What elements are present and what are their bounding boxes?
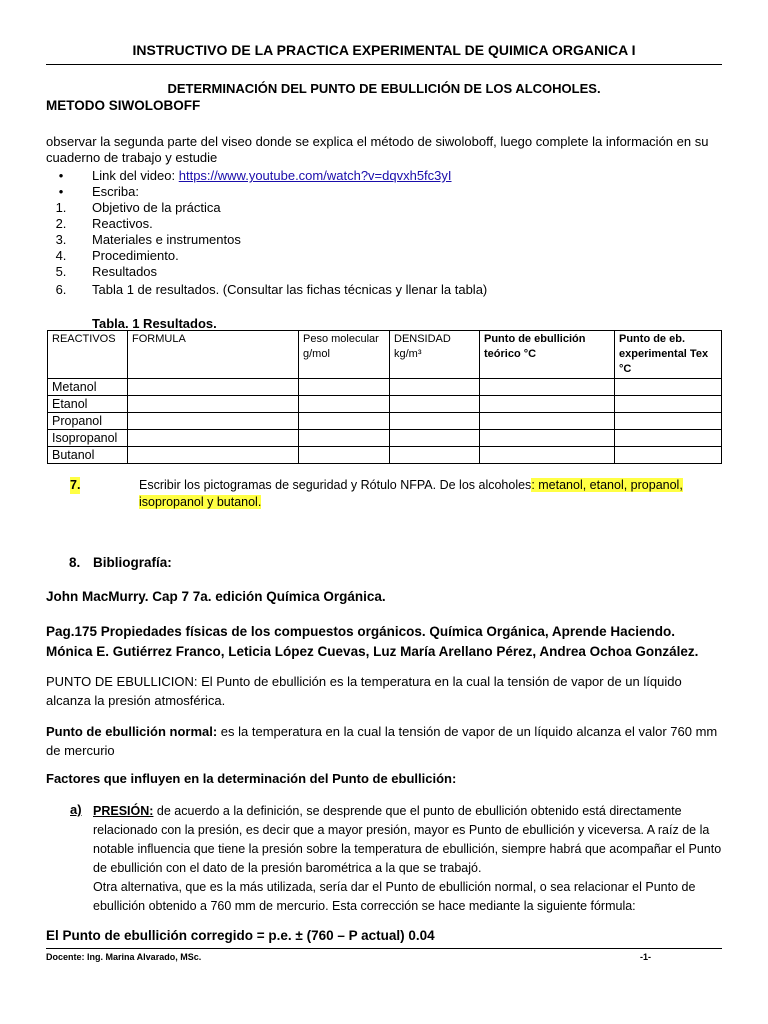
factors-heading: Factores que influyen en la determinación del Punto de ebullición: — [46, 771, 457, 786]
link-label: Link del video: — [92, 168, 179, 183]
bibliography-heading — [69, 555, 172, 570]
factor-a-label: PRESIÓN: — [93, 804, 154, 818]
table-cell — [615, 430, 722, 447]
table-cell — [615, 413, 722, 430]
table-cell — [615, 379, 722, 396]
table-cell — [128, 447, 299, 464]
table-cell — [390, 379, 480, 396]
table-cell — [615, 396, 722, 413]
table-row — [48, 413, 722, 430]
list-item-label: Reactivos. — [92, 216, 153, 231]
header-title: INSTRUCTIVO DE LA PRACTICA EXPERIMENTAL DE QUIMICA ORGANICA I — [132, 42, 636, 58]
table-header-cell: DENSIDAD kg/m³ — [390, 331, 480, 379]
table-cell — [480, 413, 615, 430]
table-cell — [390, 430, 480, 447]
list-item-label: Objetivo de la práctica — [92, 200, 221, 215]
table-header-cell: Peso molecular g/mol — [299, 331, 390, 379]
list-item-label: Procedimiento. — [92, 248, 179, 263]
table-header-cell: Punto de ebullición teórico °C — [480, 331, 615, 379]
table-row — [48, 447, 722, 464]
header-divider — [46, 64, 722, 65]
table-cell — [390, 396, 480, 413]
reference-2: Pag.175 Propiedades físicas de los compuestos orgánicos. Química Orgánica, Aprende Haciendo. Mónica E. Gutiérrez Franco, Leticia López Cuevas, Luz María Arellano Pérez, Andrea Ochoa González. — [46, 624, 699, 659]
item-7-highlight: : metanol, etanol, propanol, isopropanol y butanol. — [139, 478, 683, 509]
list-item-label: Resultados — [92, 264, 158, 279]
table-cell — [299, 379, 390, 396]
table-cell — [480, 396, 615, 413]
factor-a-text-2: Otra alternativa, que es la más utilizada, sería dar el Punto de ebullición normal, o sea relacionar el Punto de ebullición obtenido a 760 mm de mercurio. Esta corrección se hace mediante la siguiente fórmula: — [93, 880, 696, 913]
definition-text: es la temperatura en la cual la tensión de vapor de un líquido alcanza el valor 760 mm de mercurio — [46, 724, 718, 758]
list-number: 4. — [55, 248, 67, 263]
table-cell-reagent: Etanol — [48, 396, 128, 413]
table-header-cell: FORMULA — [128, 331, 299, 379]
item-7-number: 7. — [70, 478, 81, 492]
table-caption: Tabla. 1 Resultados. — [92, 316, 217, 331]
normal-boiling-point-definition — [46, 722, 722, 760]
item-7-text: Escribir los pictogramas de seguridad y Rótulo NFPA. De los alcoholes — [139, 478, 532, 492]
table-cell-reagent: Propanol — [48, 413, 128, 430]
table-row — [48, 379, 722, 396]
table-cell — [390, 413, 480, 430]
page-number: -1- — [640, 952, 651, 962]
factor-a-letter: a) — [70, 802, 82, 817]
table-cell — [128, 413, 299, 430]
list-number: 2. — [55, 216, 67, 231]
intro-paragraph: observar la segunda parte del viseo donde se explica el método de siwoloboff, luego complete la información en su cuaderno de trabajo y estudie — [46, 134, 709, 165]
factor-a-text: de acuerdo a la definición, se desprende que el punto de ebullición obtenido está directamente relacionado con la presión, es decir que a mayor presión, mayor es Punto de ebullición y viceversa. A raíz de la notable influencia que tiene la presión sobre la temperatura de ebullición, siempre habrá que acompañar el Punto de ebullición con el dato de la presión barométrica a la que se trabajó. — [93, 804, 722, 875]
table-cell — [480, 379, 615, 396]
correction-formula: El Punto de ebullición corregido = p.e. ± (760 – P actual) 0.04 — [46, 928, 435, 943]
results-table — [47, 330, 722, 464]
bibliography-label: Bibliografía: — [93, 555, 172, 570]
table-cell — [480, 430, 615, 447]
table-row — [48, 430, 722, 447]
table-cell — [299, 430, 390, 447]
video-link[interactable]: https://www.youtube.com/watch?v=dqvxh5fc3yI — [178, 168, 452, 183]
table-cell-reagent: Metanol — [48, 379, 128, 396]
table-row — [48, 396, 722, 413]
table-header-cell: REACTIVOS — [48, 331, 128, 379]
list-number: 6. — [55, 282, 67, 297]
footer-divider — [46, 948, 722, 949]
document-title: DETERMINACIÓN DEL PUNTO DE EBULLICIÓN DE LOS ALCOHOLES. — [167, 81, 601, 96]
table-cell — [299, 447, 390, 464]
table-cell — [299, 413, 390, 430]
list-number: 5. — [55, 264, 67, 279]
list-item-label: Materiales e instrumentos — [92, 232, 241, 247]
table-header-cell: Punto de eb. experimental Tex °C — [615, 331, 722, 379]
bullet-icon: • — [58, 168, 64, 183]
boiling-point-definition — [46, 672, 722, 710]
list-item-label: Escriba: — [92, 184, 139, 199]
definition-text: El Punto de ebullición es la temperatura en la cual la tensión de vapor de un líquido alcanza la presión atmosférica. — [46, 674, 682, 708]
table-cell — [128, 396, 299, 413]
table-cell — [299, 396, 390, 413]
bibliography-number: 8. — [69, 555, 81, 570]
list-number: 1. — [55, 200, 67, 215]
list-item-label: Tabla 1 de resultados. (Consultar las fichas técnicas y llenar la tabla) — [92, 282, 488, 297]
list-number: 3. — [55, 232, 67, 247]
method-title: METODO SIWOLOBOFF — [46, 98, 201, 113]
definition-label: PUNTO DE EBULLICION: — [46, 674, 198, 689]
table-cell-reagent: Isopropanol — [48, 430, 128, 447]
factor-a-body — [93, 802, 723, 916]
definition-label: Punto de ebullición normal: — [46, 724, 218, 739]
table-cell — [390, 447, 480, 464]
table-cell-reagent: Butanol — [48, 447, 128, 464]
table-cell — [128, 379, 299, 396]
table-cell — [128, 430, 299, 447]
factor-a-marker — [70, 802, 82, 817]
table-cell — [615, 447, 722, 464]
reference-1: John MacMurry. Cap 7 7a. edición Química Orgánica. — [46, 589, 386, 604]
bullet-icon: • — [58, 184, 64, 199]
table-header-row — [48, 331, 722, 379]
footer-teacher: Docente: Ing. Marina Alvarado, MSc. — [46, 952, 202, 962]
table-cell — [480, 447, 615, 464]
